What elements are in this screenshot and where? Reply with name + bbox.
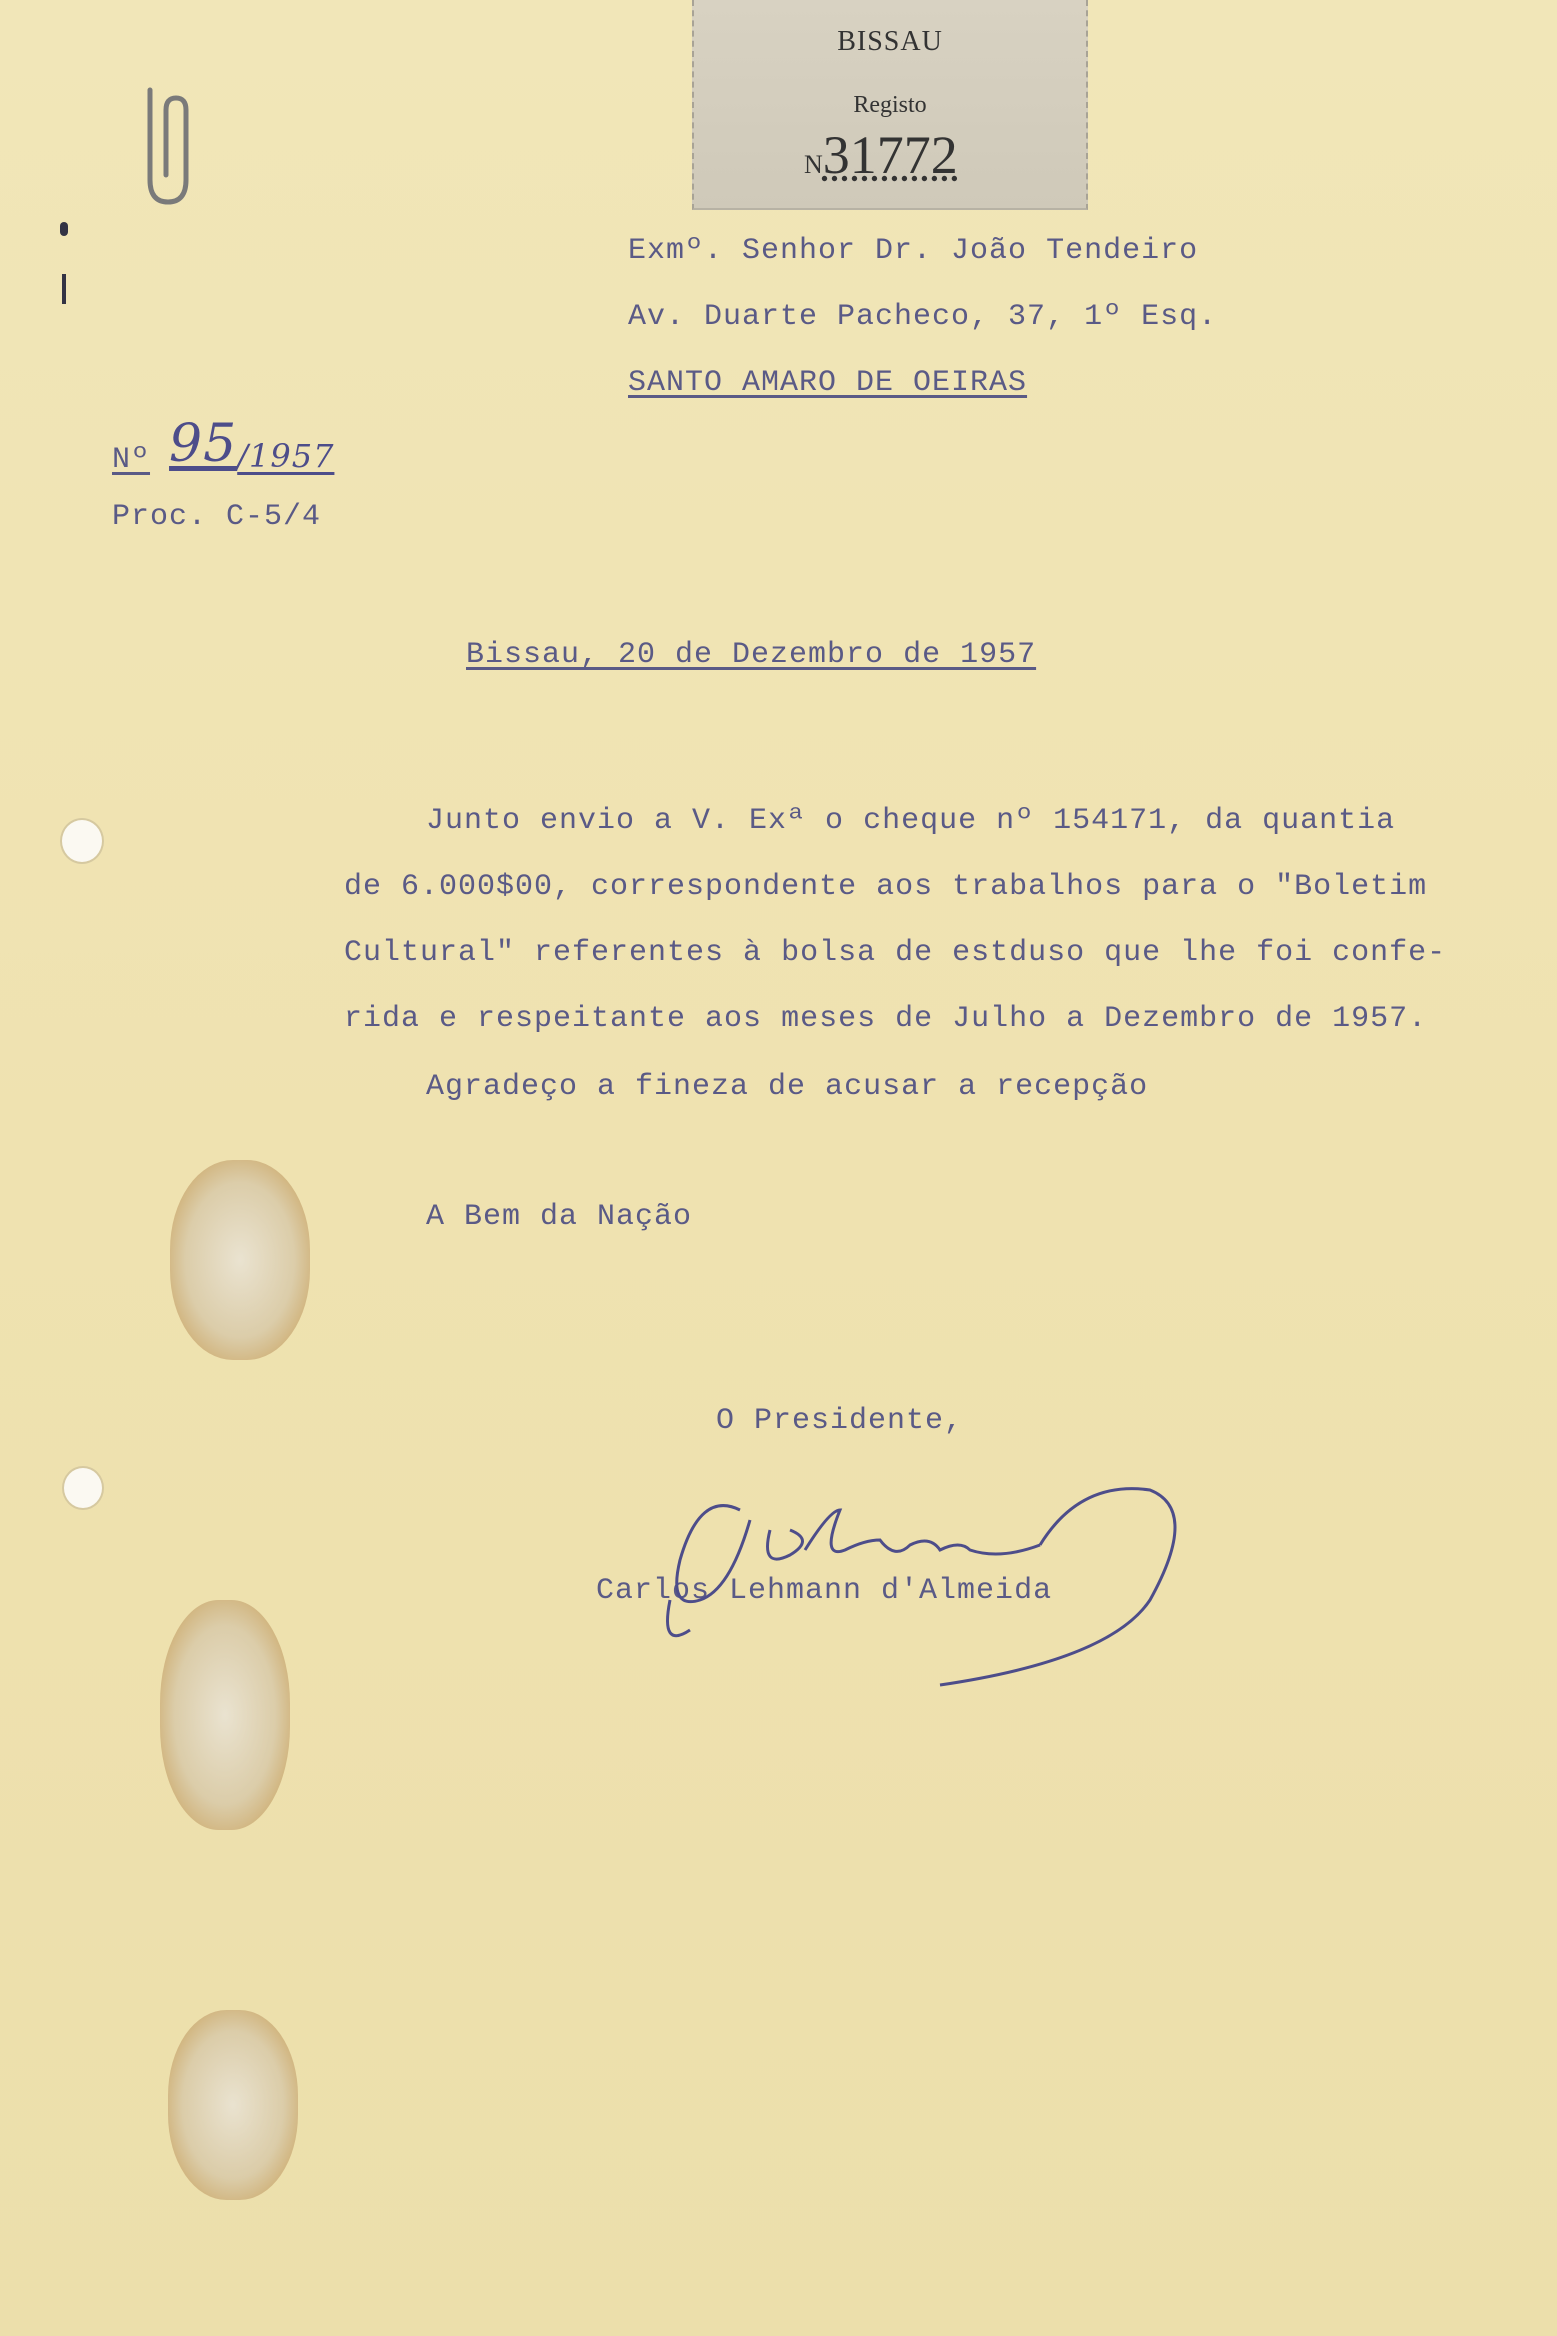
stamp-label: Registo (853, 92, 927, 118)
body-line-4: rida e respeitante aos meses de Julho a Dezembro de 1957. (344, 1002, 1428, 1036)
punch-hole (60, 818, 104, 864)
ink-mark (62, 274, 66, 304)
registration-stamp (692, 0, 1088, 210)
process-reference: Proc. C-5/4 (112, 500, 322, 534)
body-line-5: Agradeço a fineza de acusar a recepção (426, 1070, 1149, 1104)
recipient-line-3: SANTO AMARO DE OEIRAS (628, 366, 1028, 400)
paper-damage (160, 1600, 290, 1830)
body-line-3: Cultural" referentes à bolsa de estduso que lhe foi confe- (344, 936, 1447, 970)
closing: A Bem da Nação (426, 1200, 693, 1234)
reference-number-year: /1957 (237, 437, 335, 475)
paper-clip-icon (140, 80, 196, 210)
stamp-number (804, 124, 958, 186)
stamp-number-value: 31772 (822, 125, 958, 185)
signature-title: O Presidente, (716, 1404, 964, 1438)
handwritten-signature-icon (640, 1450, 1200, 1690)
stamp-city: BISSAU (837, 26, 943, 57)
reference-number-label: Nº (112, 443, 151, 477)
punch-hole (62, 1466, 104, 1510)
letter-date: Bissau, 20 de Dezembro de 1957 (466, 638, 1037, 672)
recipient-line-2: Av. Duarte Pacheco, 37, 1º Esq. (628, 300, 1218, 334)
paper-damage (170, 1160, 310, 1360)
recipient-line-1: Exmº. Senhor Dr. João Tendeiro (628, 234, 1199, 268)
ink-mark (60, 222, 68, 236)
stamp-prefix: N (804, 150, 823, 179)
signatory-name: Carlos Lehmann d'Almeida (596, 1574, 1053, 1608)
reference-number (112, 414, 335, 480)
body-line-1: Junto envio a V. Exª o cheque nº 154171, da quantia (426, 804, 1396, 838)
reference-number-handwritten: 95 (169, 414, 238, 474)
body-line-2: de 6.000$00, correspondente aos trabalhos para o "Boletim (344, 870, 1428, 904)
paper-damage (168, 2010, 298, 2200)
